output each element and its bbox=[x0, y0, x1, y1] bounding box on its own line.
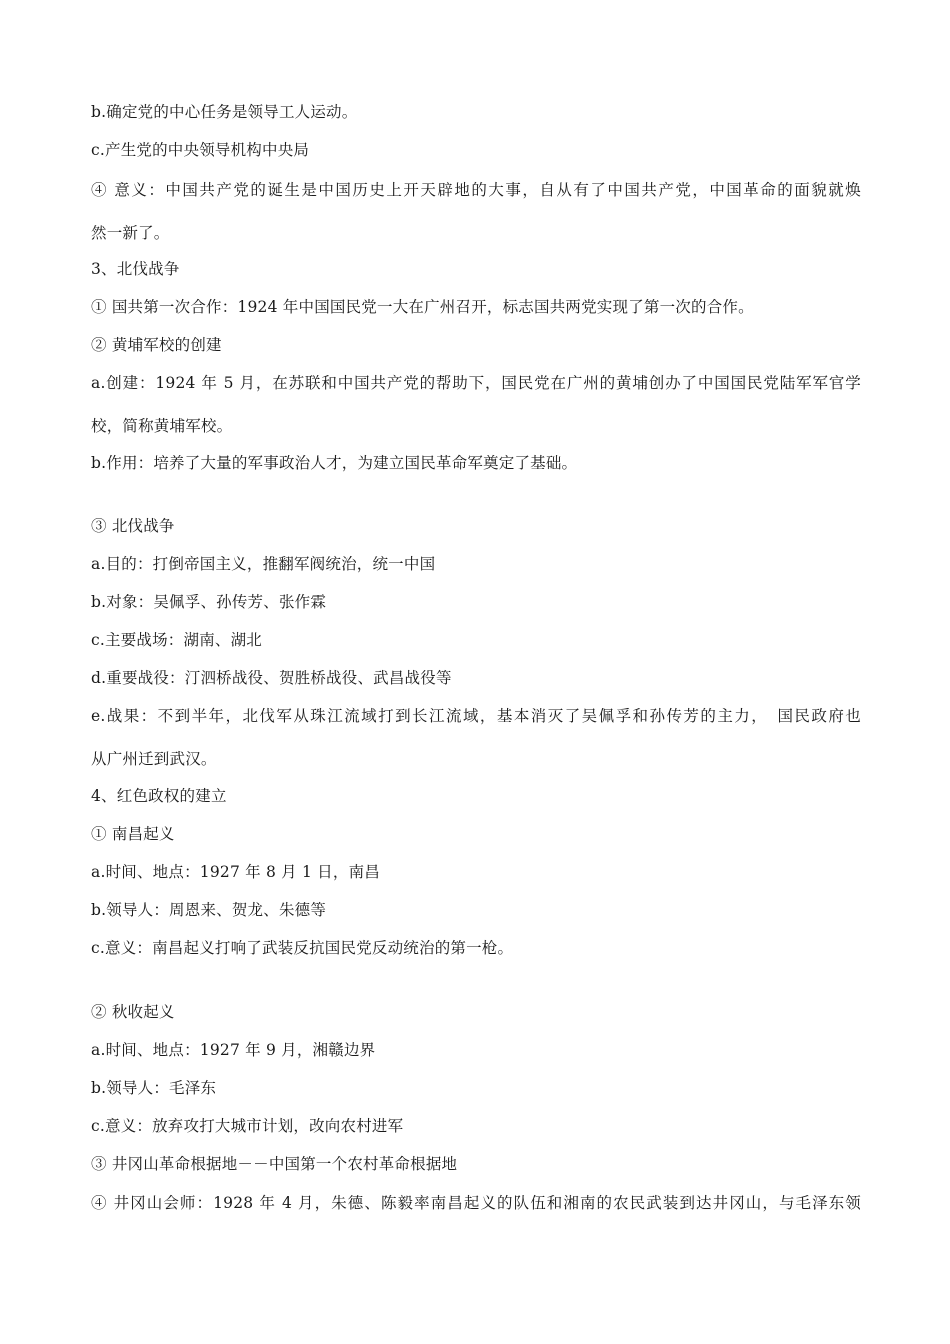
text-line: d.重要战役：汀泗桥战役、贺胜桥战役、武昌战役等 bbox=[91, 669, 452, 687]
text-line: c.主要战场：湖南、湖北 bbox=[91, 631, 263, 649]
text-line: 然一新了。 bbox=[91, 224, 170, 242]
text-line: 从广州迁到武汉。 bbox=[91, 750, 217, 768]
text-line: c.意义：南昌起义打响了武装反抗国民党反动统治的第一枪。 bbox=[91, 939, 514, 957]
text-line: b.对象：吴佩孚、孙传芳、张作霖 bbox=[91, 593, 327, 611]
text-line: a.创建：1924 年 5 月，在苏联和中国共产党的帮助下，国民党在广州的黄埔创办了中国国民党陆军军官学 bbox=[91, 374, 861, 392]
subsection-heading: ③ 北伐战争 bbox=[91, 517, 175, 535]
text-line: b.领导人：毛泽东 bbox=[91, 1079, 217, 1097]
text-line: a.时间、地点：1927 年 8 月 1 日，南昌 bbox=[91, 863, 380, 881]
text-line: ④ 意义：中国共产党的诞生是中国历史上开天辟地的大事，自从有了中国共产党，中国革命的面貌就焕 bbox=[91, 181, 861, 199]
subsection-heading: ① 南昌起义 bbox=[91, 825, 175, 843]
text-line: e.战果：不到半年，北伐军从珠江流域打到长江流域，基本消灭了吴佩孚和孙传芳的主力， 国民政府也 bbox=[91, 707, 861, 725]
text-line: a.时间、地点：1927 年 9 月，湘赣边界 bbox=[91, 1041, 376, 1059]
text-line: b.领导人：周恩来、贺龙、朱德等 bbox=[91, 901, 327, 919]
text-line: b.确定党的中心任务是领导工人运动。 bbox=[91, 103, 358, 121]
text-line: b.作用：培养了大量的军事政治人才，为建立国民革命军奠定了基础。 bbox=[91, 454, 578, 472]
subsection-heading: ③ 井冈山革命根据地－－中国第一个农村革命根据地 bbox=[91, 1155, 458, 1173]
text-line: c.产生党的中央领导机构中央局 bbox=[91, 141, 310, 159]
text-line: a.目的：打倒帝国主义，推翻军阀统治，统一中国 bbox=[91, 555, 436, 573]
text-line: ① 国共第一次合作：1924 年中国国民党一大在广州召开，标志国共两党实现了第一次的合作。 bbox=[91, 298, 754, 316]
text-line: c.意义：放弃攻打大城市计划，改向农村进军 bbox=[91, 1117, 404, 1135]
section-heading: 4、红色政权的建立 bbox=[91, 787, 227, 805]
subsection-heading: ② 黄埔军校的创建 bbox=[91, 336, 222, 354]
section-heading: 3、北伐战争 bbox=[91, 260, 180, 278]
text-line: ④ 井冈山会师：1928 年 4 月，朱德、陈毅率南昌起义的队伍和湘南的农民武装到达井冈山，与毛泽东领 bbox=[91, 1194, 861, 1212]
subsection-heading: ② 秋收起义 bbox=[91, 1003, 175, 1021]
text-line: 校，简称黄埔军校。 bbox=[91, 417, 233, 435]
